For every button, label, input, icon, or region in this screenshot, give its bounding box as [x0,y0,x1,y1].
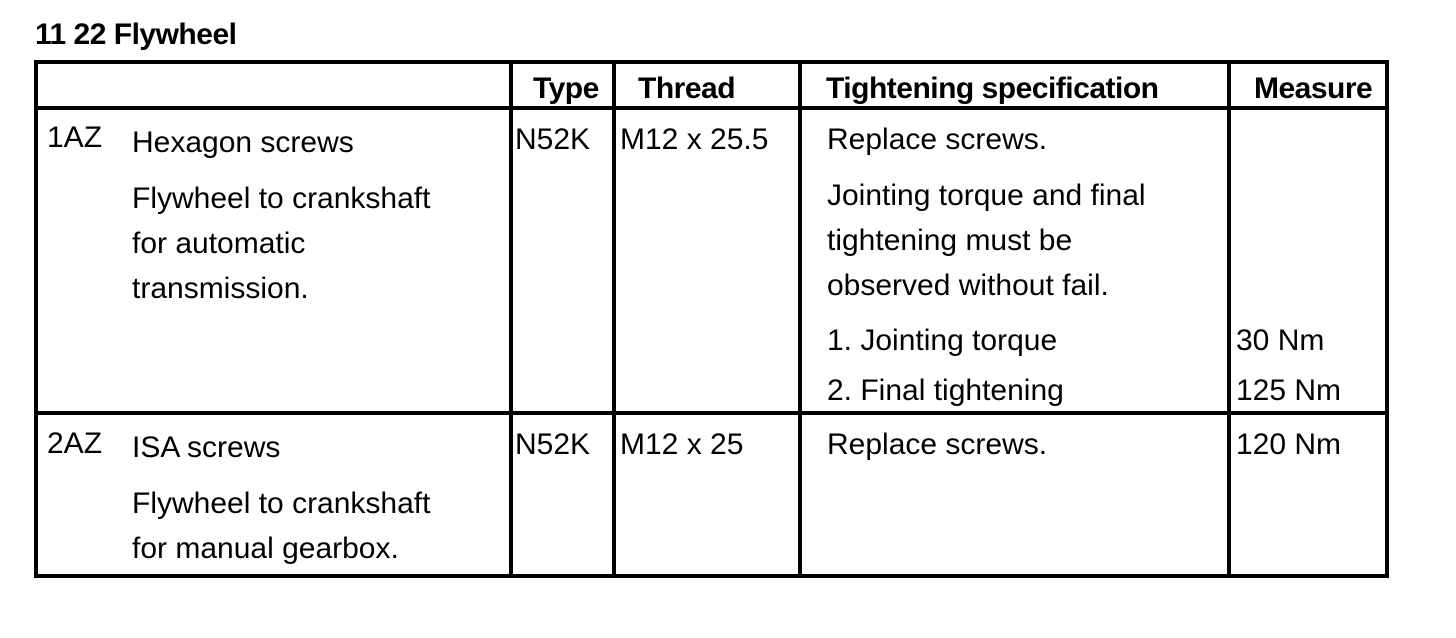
type-code: N52K [515,123,591,156]
part-description: Flywheel to crankshaft for automatic transmission. [132,182,431,305]
row-id: 1AZ [47,121,103,154]
row-id: 2AZ [47,427,103,460]
row-divider [34,411,1389,415]
measure-value: 120 Nm [1236,428,1342,461]
column-divider [509,60,513,578]
header-thread: Thread [638,72,736,105]
part-description: Flywheel to crankshaft for manual gearbox. [132,487,431,565]
header-measure: Measure [1254,72,1373,105]
spec-instruction: Replace screws. [827,428,1048,461]
column-divider [1227,60,1231,578]
column-divider [612,60,616,578]
part-name: ISA screws [132,431,281,464]
spec-step: 2. Final tightening [827,374,1064,407]
thread-size: M12 x 25.5 [620,123,769,156]
part-name: Hexagon screws [132,126,354,159]
header-type: Type [533,72,599,105]
measure-value: 30 Nm [1236,324,1325,357]
column-divider [798,60,802,578]
spec-note: Jointing torque and final tightening must be observed without fail. [827,179,1146,302]
type-code: N52K [515,428,591,461]
thread-size: M12 x 25 [620,428,744,461]
header-tightening-spec: Tightening specification [826,72,1159,105]
section-title: 11 22 Flywheel [35,18,237,51]
spec-instruction: Replace screws. [827,123,1048,156]
measure-value: 125 Nm [1236,374,1342,407]
spec-step: 1. Jointing torque [827,324,1058,357]
